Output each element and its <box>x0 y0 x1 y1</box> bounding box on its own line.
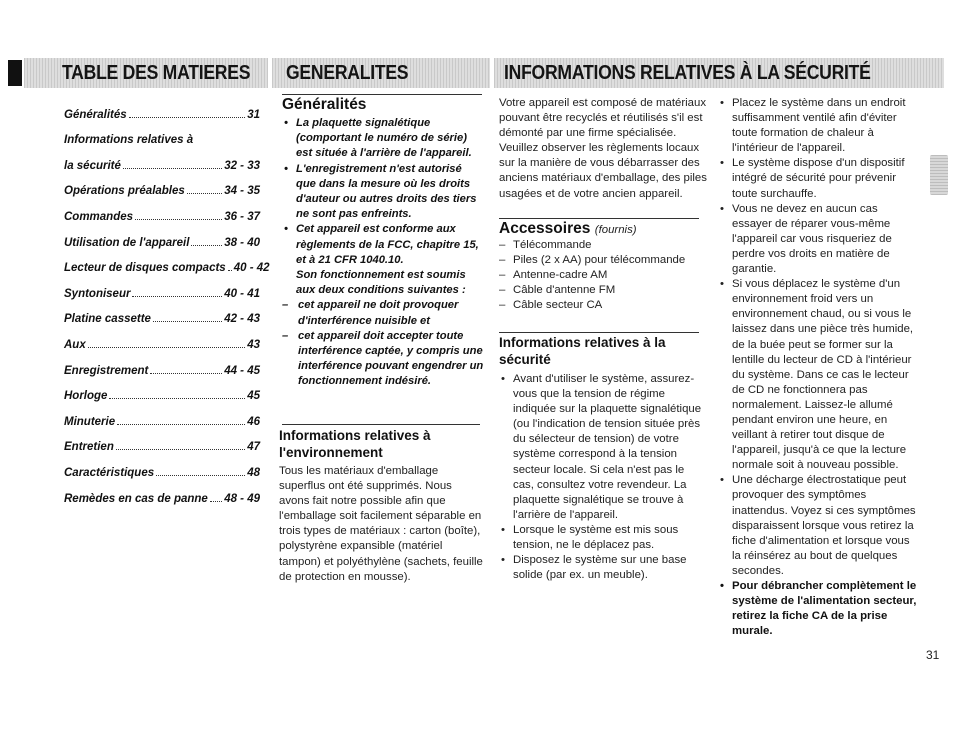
accessory-item: – Câble secteur CA <box>499 298 709 313</box>
toc-entry[interactable]: Horloge 45 <box>64 390 260 403</box>
generalites-section <box>282 96 484 390</box>
accessory-item: – Câble d'antenne FM <box>499 283 709 298</box>
recyclage-text: Votre appareil est composé de matériaux pouvant être recyclés et réutilisés s'il est démonté par une firme spécialisée. Veuillez observer les règlements locaux sur la manière de vous débarrasser des anciens matériaux d'emballage, des piles usagées et de votre ancien appareil. <box>499 97 707 200</box>
page-number: 31 <box>926 648 940 662</box>
toc-entry[interactable]: Lecteur de disques compacts 40 - 42 <box>64 262 270 275</box>
general-header-title: GENERALITES <box>286 61 409 84</box>
generalites-item: • Cet appareil est conforme aux règlements de la FCC, chapitre 15, et à 21 CFR 1040.10. <box>282 222 484 268</box>
securite-item: • Disposez le système sur une base solide (par ex. un meuble). <box>499 553 707 583</box>
securite-item: • Lorsque le système est mis sous tension, ne le déplacez pas. <box>499 523 707 553</box>
generalites-heading: Généralités <box>282 96 367 113</box>
table-of-contents <box>64 95 270 505</box>
section-rule <box>499 218 699 219</box>
section-rule <box>282 424 480 425</box>
toc-entry[interactable]: Aux 43 <box>64 338 260 351</box>
toc-entry[interactable]: Remèdes en cas de panne 48 - 49 <box>64 492 260 505</box>
toc-header-band <box>24 58 268 88</box>
accessory-item: – Piles (2 x AA) pour télécommande <box>499 253 709 268</box>
accessoires-heading: Accessoires <box>499 220 591 237</box>
toc-entry[interactable]: Syntoniseur 40 - 41 <box>64 287 260 300</box>
toc-entry[interactable]: Commandes 36 - 37 <box>64 210 260 223</box>
securite-item: • Vous ne devez en aucun cas essayer de réparer vous-même l'appareil car vous risqueriez de perdre vos droits en matière de garantie. <box>718 202 918 277</box>
section-rule <box>282 94 482 95</box>
toc-entry[interactable]: Utilisation de l'appareil 38 - 40 <box>64 236 260 249</box>
language-tab <box>930 155 948 195</box>
toc-entry[interactable]: Caractéristiques 48 <box>64 466 260 479</box>
toc-header-title: TABLE DES MATIERES <box>62 61 251 84</box>
section-tab-marker <box>8 60 22 86</box>
securite-item: • Avant d'utiliser le système, assurez-vous que la tension de régime indiquée sur la plaquette signalétique (ou l'indication de tension située près du sélecteur de tension) de votre système correspond à la tension secteur locale. Si cela n'est pas le cas, consultez votre revendeur. La plaquette signalétique se trouve à l'arrière de l'appareil. <box>499 372 707 523</box>
toc-entry[interactable]: Minuterie 46 <box>64 415 260 428</box>
environnement-section <box>279 427 484 585</box>
toc-entry[interactable]: la sécurité 32 - 33 <box>64 159 260 172</box>
toc-entry[interactable]: Opérations préalables 34 - 35 <box>64 185 260 198</box>
toc-entry[interactable]: Généralités 31 <box>64 108 260 121</box>
environnement-heading: Informations relatives à l'environnement <box>279 428 431 460</box>
securite-item: • Le système dispose d'un dispositif intégré de sécurité pour prévenir toute surchauffe. <box>718 156 918 201</box>
toc-entry[interactable]: Enregistrement 44 - 45 <box>64 364 260 377</box>
securite-item: • Si vous déplacez le système d'un environnement froid vers un environnement chaud, ou si vous le laissez dans une pièce très humide, de la buée peut se former sur la lentille du lecteur de CD à l'intérieur du système. Dans ce cas le lecteur de CD ne fonctionnera pas normalement. Laissez-le allumé pendant environ une heure, en veillant à retirer tout disque de l'appareil, jusqu'à ce que la lecture normale soit à nouveau possible. <box>718 277 918 473</box>
accessoires-section <box>499 220 709 313</box>
condition-item: – cet appareil doit accepter toute interférence captée, y compris une interférence pouvant engendrer un fonctionnement indésiré. <box>282 329 484 390</box>
environnement-text: Tous les matériaux d'emballage superflus ont été supprimés. Nous avons fait notre possible afin que l'emballage soit facilement séparable en trois types de matériaux : carton (boîte), polystyrène expansible (matériel tampon) et polyéthylène (sachets, feuille de protection en mousse). <box>279 465 483 583</box>
toc-entry[interactable]: Informations relatives à <box>64 134 194 147</box>
condition-item: – cet appareil ne doit provoquer d'interférence nuisible et <box>282 298 484 328</box>
safety-header-band <box>494 58 944 88</box>
general-header-band <box>272 58 490 88</box>
securite-suite-section <box>718 96 918 639</box>
securite-item: • Une décharge électrostatique peut provoquer des symptômes inattendus. Voyez si ces symptômes disparaissent lorsque vous retirez la fiche d'alimentation et lorsque vous la réinsérez au bout de quelques secondes. <box>718 473 918 579</box>
conditions-intro: Son fonctionnement est soumis aux deux conditions suivantes : <box>296 269 466 297</box>
securite-section <box>499 334 707 583</box>
generalites-item: • L'enregistrement n'est autorisé que dans la mesure où les droits d'auteur ou autres droits des tiers ne sont pas enfreints. <box>282 162 484 223</box>
toc-entry[interactable]: Platine cassette 42 - 43 <box>64 313 260 326</box>
generalites-item: • La plaquette signalétique (comportant le numéro de série) est située à l'arrière de l'appareil. <box>282 116 484 162</box>
accessoires-note: (fournis) <box>594 224 637 236</box>
safety-header-title: INFORMATIONS RELATIVES À LA SÉCURITÉ <box>504 61 871 84</box>
securite-item: • Placez le système dans un endroit suffisamment ventilé afin d'éviter toute formation de chaleur à l'intérieur de l'appareil. <box>718 96 918 156</box>
toc-entry[interactable]: Entretien 47 <box>64 441 260 454</box>
accessory-item: – Télécommande <box>499 238 709 253</box>
section-rule <box>499 332 699 333</box>
accessory-item: – Antenne-cadre AM <box>499 268 709 283</box>
unplug-warning: • Pour débrancher complètement le système de l'alimentation secteur, retirez la fiche CA de la prise murale. <box>718 579 918 639</box>
securite-heading: Informations relatives à la sécurité <box>499 335 666 367</box>
